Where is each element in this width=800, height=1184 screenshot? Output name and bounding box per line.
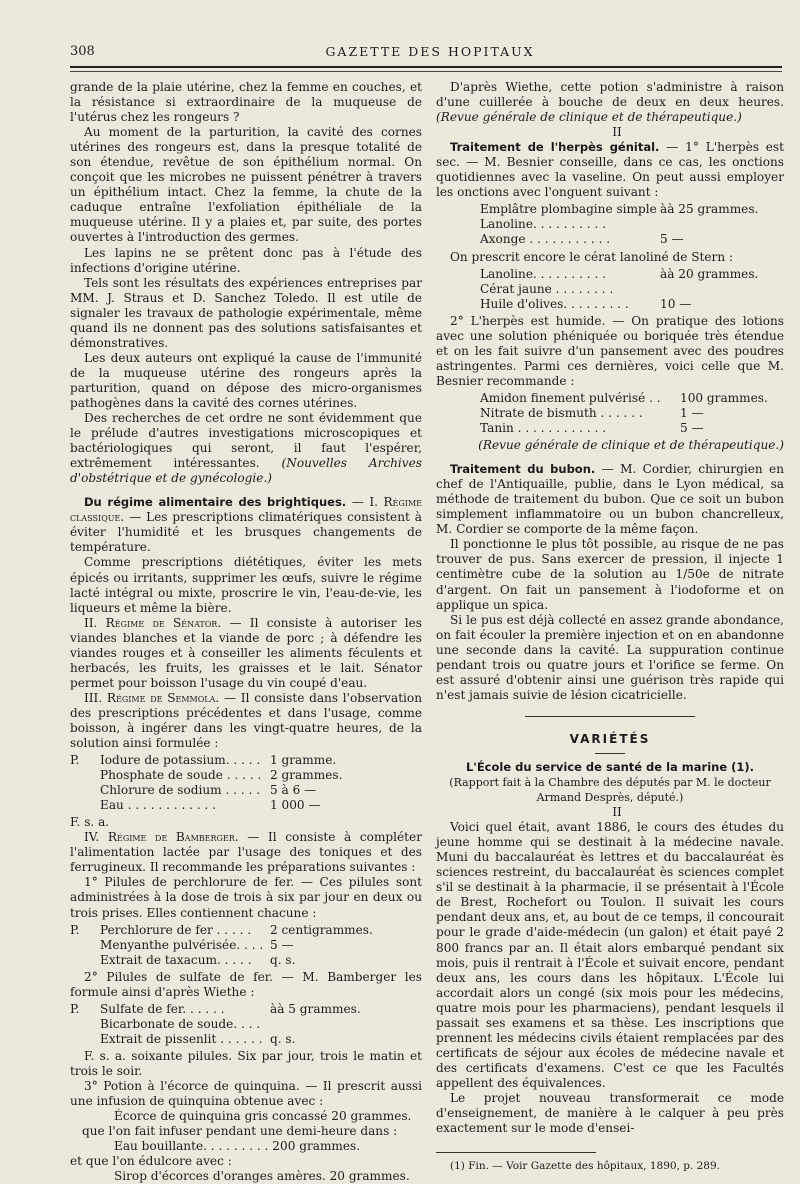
formula-ingredient: Lanoline. . . . . . . . . . (480, 217, 607, 232)
formula-quantity: q. s. (270, 1031, 296, 1046)
ornament-divider (436, 709, 784, 724)
subsection-label: — I. Régime classique. (70, 495, 422, 525)
formula-quantity: 5 — (270, 937, 294, 952)
formula-ingredient: Perchlorure de fer . . . . . (100, 922, 252, 937)
paragraph-text: — Il consiste à autoriser les viandes blanches et la viande de porc ; à défendre les viandes rouges et à conseiller les aliments féculents et herbacés, les fruits, les graisses et le lait. Sénator permet pour boisson l'usage du vin coupé d'eau. (70, 615, 422, 690)
formula-quantity: 5 — (660, 232, 684, 247)
formula-quantity: 1 gramme. (270, 753, 337, 768)
formula-row (480, 232, 784, 247)
paragraph: Les deux auteurs ont expliqué la cause de l'immunité de la muqueuse utérine des rongeurs après la parturition, quand on dépose des micro-organismes pathogènes dans la cavité des cornes utérines. (70, 350, 422, 410)
formula-row (70, 938, 422, 953)
formula-row (70, 1032, 422, 1047)
paragraph-text: — Il consiste à compléter l'alimentation lactée par l'usage des toniques et des ferrugineux. Il recommande les préparations suivantes : (70, 830, 422, 875)
formula-onguent (436, 202, 784, 247)
source-reference: (Nouvelles Archives d'obstétrique et de gynécologie.) (70, 456, 422, 486)
formula-row (70, 1017, 422, 1032)
formula-row (70, 923, 422, 938)
header-rule-thin (70, 71, 782, 72)
article-heading: Traitement du bubon. (450, 462, 596, 477)
paragraph: 1° Pilules de perchlorure de fer. — Ces pilules sont administrées à la dose de trois à six par jour en deux ou trois prises. Elles contiennent chacune : (70, 875, 422, 920)
formula-quantity: àà 25 grammes. (660, 202, 759, 217)
formula-row (70, 1002, 422, 1017)
heading-underline (595, 753, 625, 754)
paragraph (70, 616, 422, 691)
formula-row (480, 297, 784, 312)
recipe-line: Sirop d'écorces d'oranges amères. 20 grammes. (114, 1169, 410, 1184)
formula-prefix (70, 938, 100, 953)
formula-row (70, 953, 422, 968)
formula-cerat (436, 267, 784, 312)
formula-ingredient: Menyanthe pulvérisée. . . . (100, 937, 264, 952)
running-title: GAZETTE DES HOPITAUX (325, 44, 535, 59)
formula-row (480, 202, 784, 217)
formula-row (70, 783, 422, 798)
formula-ingredient: Phosphate de soude . . . . . (100, 768, 262, 783)
paragraph: Au moment de la parturition, la cavité des cornes utérines des rongeurs est, dans la presque totalité de son étendue, revêtue de son épithélium normal. On conçoit que les microbes ne puissent pénétrer à travers un épithélium intact. Chez la femme, la chute de la caduque entraîne l'exfoliation épithéliale de la muqueuse utérine. Il y a plaies et, par suite, des portes ouvertes à l'introduction des germes. (70, 125, 422, 245)
formula-ingredient: Extrait de pissenlit . . . . . . (100, 1031, 263, 1046)
formula-ingredient: Amidon finement pulvérisé . . (480, 390, 661, 405)
paragraph-text: — M. Cordier, chirurgien en chef de l'Antiquaille, publie, dans le Lyon médical, sa méthode de traitement du bubon. Que ce soit un bubon simplement inflammatoire ou un bubon chancrelleux, M. Cordier se comporte de la même façon. (436, 462, 784, 537)
article-title: L'École du service de santé de la marine (1). (465, 759, 755, 774)
source-reference (436, 438, 784, 453)
formula-row (480, 217, 784, 232)
paragraph (70, 691, 422, 751)
paragraph-text: — Les prescriptions climatériques consistent à éviter l'humidité et les brusques changements de température. (70, 510, 422, 555)
article-heading: Du régime alimentaire des brightiques. (84, 495, 347, 510)
formula-quantity: q. s. (270, 952, 296, 967)
formula-quantity: 1 000 — (270, 798, 321, 813)
formula-row (70, 768, 422, 783)
article-heading: Traitement de l'herpès génital. (450, 140, 660, 155)
formula-quantity (660, 217, 784, 232)
paragraph: Les lapins ne se prêtent donc pas à l'étude des infections d'origine utérine. (70, 245, 422, 275)
paragraph (70, 830, 422, 875)
section-heading: VARIÉTÉS (569, 731, 651, 746)
page-header (70, 44, 790, 64)
formula-row (70, 753, 422, 768)
formula-semmola (70, 753, 422, 813)
subsection-label: IV. Régime de Bamberger. (84, 830, 239, 845)
subsection-label: III. Régime de Semmola. (84, 690, 220, 705)
formula-ingredient: Bicarbonate de soude. . . . (100, 1016, 261, 1031)
formula-quantity: àà 20 grammes. (660, 266, 759, 281)
paragraph: 2° L'herpès est humide. — On pratique des lotions avec une solution phéniquée ou boriquée très étendue et on les fait suivre d'un pansement avec des poudres astringentes. Parmi ces dernières, voici celle que M. Besnier recommande : (436, 313, 784, 388)
formula-prefix (70, 768, 100, 783)
formula-quantity: 2 grammes. (270, 768, 343, 783)
paragraph: F. s. a. soixante pilules. Six par jour, trois le matin et trois le soir. (70, 1048, 422, 1078)
formula-prefix (70, 1032, 100, 1047)
paragraph: Il ponctionne le plus tôt possible, au risque de ne pas trouver de pus. Sans exercer de pression, il injecte 1 centimètre cube de la solution au 1/50e de nitrate d'argent. On fait un pansement à l'iodoforme et on applique un spica. (436, 537, 784, 612)
footnote-rule (436, 1152, 596, 1153)
footnote: (1) Fin. — Voir Gazette des hôpitaux, 1890, p. 289. (450, 1160, 721, 1173)
article-diet (70, 495, 422, 555)
formula-ingredient: Cérat jaune . . . . . . . . (480, 281, 614, 296)
page-number: 308 (70, 44, 95, 59)
section-number: II (612, 805, 622, 820)
formula-ingredient: Chlorure de sodium . . . . . (100, 783, 261, 798)
paragraph: Le projet nouveau transformerait ce mode d'enseignement, de manière à le calquer à peu près exactement sur le mode d'ensei- (436, 1091, 784, 1136)
paragraph-text: — 1° L'herpès est sec. — M. Besnier conseille, dans ce cas, les onctions quotidiennes avec la vaseline. On peut aussi employer les onctions avec l'onguent suivant : (436, 140, 784, 200)
section-number: II (612, 125, 622, 140)
source-reference-text: (Revue générale de clinique et de thérapeutique.) (478, 438, 784, 453)
formula-quantity: 10 — (660, 296, 692, 311)
paragraph-text: — Il consiste dans l'observation des prescriptions précédentes et dans l'usage, comme boisson, à ingérer dans les vingt-quatre heures, de la solution ainsi formulée : (70, 690, 422, 751)
paragraph: grande de la plaie utérine, chez la femme en couches, et la résistance si extraordinaire de la muqueuse de l'utérus chez les rongeurs ? (70, 80, 422, 125)
formula-prefix (70, 1017, 100, 1032)
paragraph: On prescrit encore le cérat lanoliné de Stern : (450, 249, 734, 264)
paragraph: Voici quel était, avant 1886, le cours des études du jeune homme qui se destinait à la médecine navale. Muni du baccalauréat ès lettres et du baccalauréat ès sciences restreint, du baccalauréat ès sciences complet s'il se destinait à la pharmacie, il se présentait à l'École de Brest, Rochefort ou Toulon. Il suivait les cours pendant deux ans, et, au bout de ce temps, il concourait pour le grade d'aide-médecin (un galon) et était payé 2 800 francs par an. Il était alors embarqué pendant six mois, puis il rentrait à l'École et suivait encore, pendant deux ans, les cours dans les hôpitaux. L'École lui accordait alors un congé (six mois pour les médecins, quatre mois pour les pharmaciens), pendant lesquels il passait ses examens et sa thèse. Les inscriptions que prennent les médecins civils étaient remplacées par des certificats de séjour aux écoles de médecine navale et des certificats d'examens. C'est ce que les Facultés appellent des équivalences. (436, 820, 784, 1090)
recipe-line: Eau bouillante. . . . . . . . . 200 grammes. (114, 1139, 361, 1154)
formula-quantity (660, 282, 784, 297)
paragraph: 2° Pilules de sulfate de fer. — M. Bamberger les formule ainsi d'après Wiethe : (70, 969, 422, 999)
article-bubon (436, 462, 784, 537)
formula-row (480, 282, 784, 297)
paragraph: et que l'on édulcore avec : (70, 1154, 232, 1169)
formula-ingredient: Tanin . . . . . . . . . . . . (480, 421, 607, 436)
formula-row (480, 421, 784, 436)
header-rule (70, 66, 782, 68)
formula-prefix: P. (70, 1001, 80, 1016)
formula-row (480, 391, 784, 406)
formula-quantity: 2 centigrammes. (270, 922, 373, 937)
formula-row (480, 267, 784, 282)
paragraph: Comme prescriptions diététiques, éviter les mets épicés ou irritants, supprimer les œufs, suivre le régime lacté intégral ou mixte, proscrire le vin, l'eau-de-vie, les liqueurs et même la bière. (70, 555, 422, 615)
formula-quantity: 1 — (680, 405, 704, 420)
paragraph-text: Des recherches de cet ordre ne sont évidemment que le prélude d'autres investigations microscopiques et bactériologiques qui seront, il faut l'espérer, extrêmement intéressantes. (70, 411, 422, 471)
formula-sulfate (70, 1002, 422, 1047)
formula-row (480, 406, 784, 421)
paragraph: Si le pus est déjà collecté en assez grande abondance, on fait écouler la première injection et on en abandonne une seconde dans la cavité. La suppuration continue pendant trois ou quatre jours et l'orifice se ferme. On est assuré d'obtenir ainsi une guérison très rapide qui n'est jamais suivie de lésion cicatricielle. (436, 612, 784, 702)
paragraph: 3° Potion à l'écorce de quinquina. — Il prescrit aussi une infusion de quinquina obtenue avec : (70, 1079, 422, 1109)
formula-prefix (70, 798, 100, 813)
formula-ingredient: Eau . . . . . . . . . . . . (100, 798, 217, 813)
formula-ingredient: Iodure de potassium. . . . . (100, 753, 261, 768)
left-column (70, 80, 422, 1184)
formula-prefix: P. (70, 753, 80, 768)
fsa-note: F. s. a. (70, 815, 110, 830)
formula-prefix: P. (70, 922, 80, 937)
paragraph: Tels sont les résultats des expériences entreprises par MM. J. Straus et D. Sanchez Toledo. Il est utile de signaler les travaux de pathologie expérimentale, même quand ils ne donnent pas des solutions satisfaisantes et démonstratives. (70, 275, 422, 350)
right-column (436, 80, 784, 1174)
formula-quantity: 5 — (680, 421, 704, 436)
article-subtitle: (Rapport fait à la Chambre des députés par M. le docteur Armand Desprès, député.) (449, 776, 771, 805)
source-reference: (Revue générale de clinique et de thérapeutique.) (436, 110, 742, 125)
recipe-line: Écorce de quinquina gris concassé 20 grammes. (114, 1109, 412, 1124)
paragraph: que l'on fait infuser pendant une demi-heure dans : (82, 1124, 398, 1139)
formula-quantity: 5 à 6 — (270, 783, 317, 798)
formula-prefix (70, 953, 100, 968)
formula-row (70, 798, 422, 813)
paragraph (70, 411, 422, 486)
article-herpes (436, 140, 784, 200)
formula-quantity: àà 5 grammes. (270, 1001, 361, 1016)
formula-ingredient: Emplâtre plombagine simple (480, 202, 657, 217)
formula-poudre (436, 391, 784, 436)
paragraph-text: D'après Wiethe, cette potion s'administre à raison d'une cuillerée à bouche de deux en deux heures. (436, 80, 784, 110)
formula-prefix (70, 783, 100, 798)
formula-ingredient: Nitrate de bismuth . . . . . . (480, 405, 643, 420)
formula-ingredient: Huile d'olives. . . . . . . . . (480, 296, 629, 311)
formula-ingredient: Axonge . . . . . . . . . . . (480, 232, 611, 247)
formula-ingredient: Extrait de taxacum. . . . . (100, 952, 252, 967)
formula-quantity: 100 grammes. (680, 390, 768, 405)
subsection-label: II. Régime de Sénator. (84, 615, 222, 630)
formula-quantity (270, 1017, 422, 1032)
formula-ingredient: Lanoline. . . . . . . . . . (480, 266, 607, 281)
formula-ingredient: Sulfate de fer. . . . . . (100, 1001, 225, 1016)
paragraph (436, 80, 784, 125)
formula-perchlorure (70, 923, 422, 968)
